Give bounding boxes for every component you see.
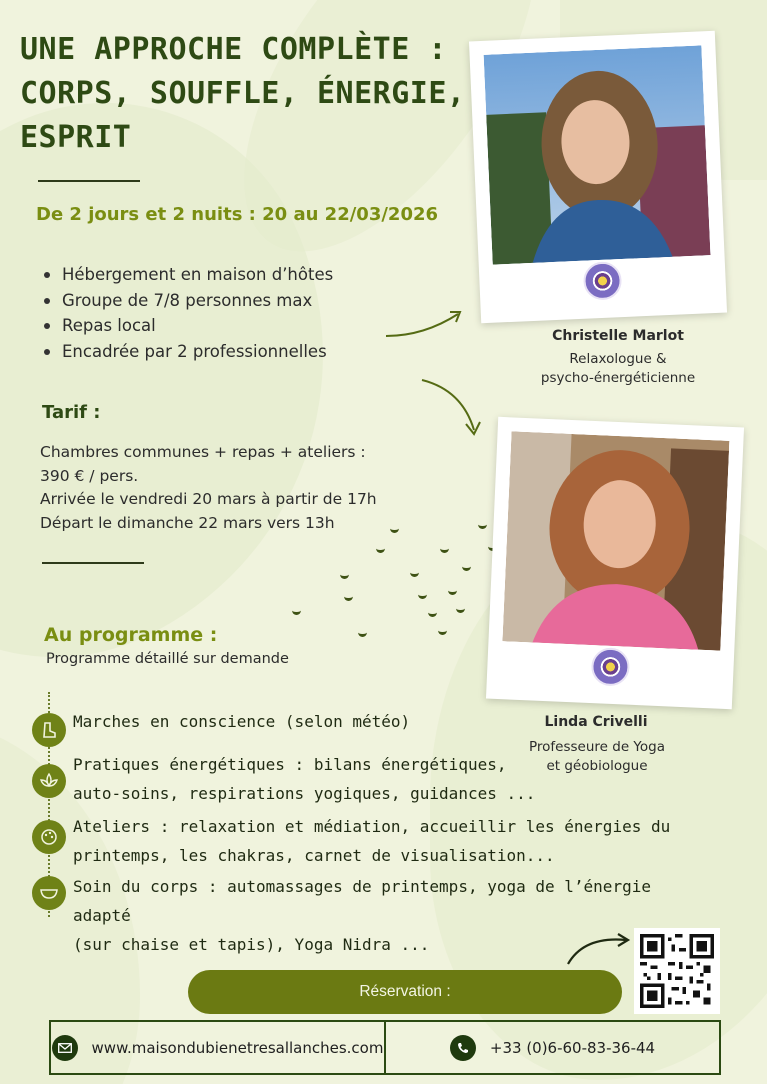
programme-subtitle: Programme détaillé sur demande [46,651,289,667]
portrait-image [502,431,729,650]
tarif-details [40,441,377,535]
divider [42,562,144,564]
title-line-2: CORPS, SOUFFLE, ÉNERGIE, [20,76,466,111]
activity-item [73,707,713,736]
profile-role [520,350,716,388]
title-line-3: ESPRIT [20,120,132,155]
contact-bar [49,1020,721,1075]
profile-photo [484,45,711,264]
programme-heading: Au programme : [44,624,218,646]
portrait-image [484,45,711,264]
qr-code[interactable] [634,928,720,1014]
palette-icon [32,820,66,854]
list-item: Encadrée par 2 professionnelles [44,339,333,365]
activity-line: Soin du corps : automassages de printemps, yoga de l’énergie adapté [73,877,651,925]
list-item: Repas local [44,313,333,339]
title-line-1: UNE APPROCHE COMPLÈTE : [20,32,447,67]
activity-item [73,872,713,959]
profile-role-line: psycho-énergéticienne [540,370,696,386]
divider [38,180,140,182]
tarif-line: Arrivée le vendredi 20 mars à partir de 17h [40,490,377,508]
curved-arrow-icon [418,376,482,438]
tarif-line: 390 € / pers. [40,466,139,485]
tarif-heading: Tarif : [42,402,101,423]
list-item: Groupe de 7/8 personnes max [44,288,333,314]
activity-line: auto-soins, respirations yogiques, guidances ... [73,784,536,803]
qr-code-icon [640,934,714,1008]
website-text: www.maisondubienetresallanches.com [91,1038,384,1057]
phone-text: +33 (0)6-60-83-36-44 [489,1038,656,1057]
boot-icon [32,713,66,747]
profile-photo-card [469,31,727,323]
tarif-line: Chambres communes + repas + ateliers : [40,443,366,461]
email-icon [52,1035,78,1061]
tarif-line: Départ le dimanche 22 mars vers 13h [40,513,335,532]
profile-name: Linda Crivelli [544,714,648,730]
activity-item [73,812,713,870]
website-link[interactable] [51,1022,384,1073]
activity-line: Marches en conscience (selon météo) [73,712,411,731]
passion-flower-logo [583,261,623,301]
phone-icon [450,1035,476,1061]
activity-item [73,750,713,808]
reservation-button[interactable]: Réservation : [188,970,622,1014]
activity-line: Pratiques énergétiques : bilans énergétiques, [73,755,507,774]
passion-flower-logo [591,647,631,687]
profile-photo [502,431,729,650]
feature-list [44,262,333,364]
profile-photo-card [486,417,744,709]
profile-role-line: et géobiologue [546,758,648,774]
lotus-icon [32,764,66,798]
phone-link[interactable] [384,1022,719,1073]
bowl-icon [32,876,66,910]
curved-arrow-icon [384,306,468,346]
list-item: Hébergement en maison d’hôtes [44,262,333,288]
event-dates: De 2 jours et 2 nuits : 20 au 22/03/2026 [36,204,439,225]
activity-line: printemps, les chakras, carnet de visualisation... [73,846,555,865]
profile-role-line: Professeure de Yoga [529,739,665,755]
profile-role-line: Relaxologue & [569,351,667,367]
profile-name: Christelle Marlot [552,328,684,344]
activity-line: (sur chaise et tapis), Yoga Nidra ... [73,935,430,954]
page-title [20,28,490,160]
activity-line: Ateliers : relaxation et médiation, accueillir les énergies du [73,817,671,836]
